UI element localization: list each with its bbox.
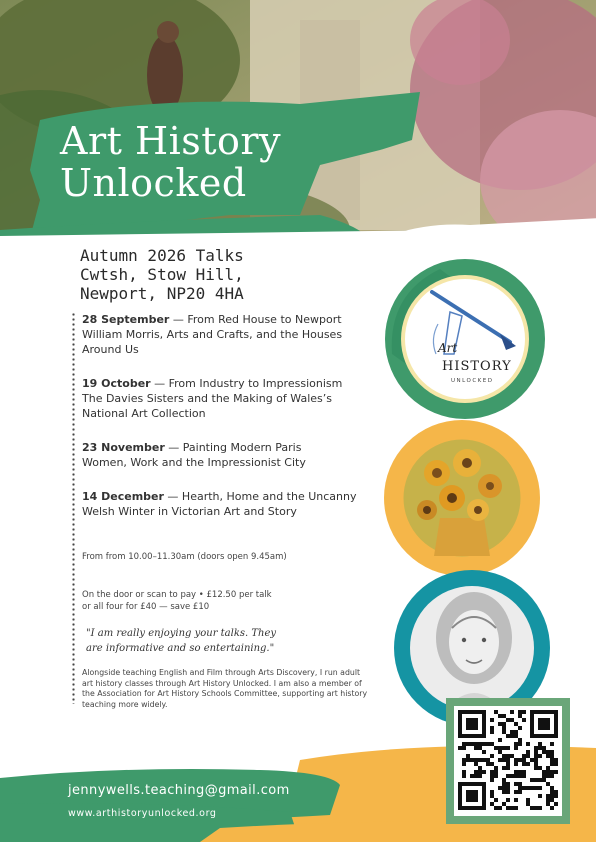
quote-line-2: are informative and so entertaining." [86, 643, 275, 654]
address-line: Newport, NP20 4HA [80, 284, 244, 303]
title-line-1: Art History [60, 119, 282, 163]
talk-date: 23 November [82, 441, 165, 454]
talk-subtitle: William Morris, Arts and Crafts, and the Houses Around Us [82, 328, 343, 356]
talk-title: — Hearth, Home and the Uncanny [163, 490, 357, 503]
qr-code-frame [446, 698, 570, 824]
poster-title [60, 120, 360, 204]
logo-unlocked: UNLOCKED [451, 378, 494, 384]
logo-circle [380, 254, 550, 424]
talk-title: — From Industry to Impressionism [150, 377, 343, 390]
session-time: From from 10.00–11.30am (doors open 9.45am) [82, 552, 287, 562]
talk-date: 28 September [82, 313, 170, 326]
testimonial-quote [86, 626, 346, 656]
talk-title: — From Red House to Newport [169, 313, 342, 326]
talk-date: 14 December [82, 490, 164, 503]
talk-list [82, 312, 372, 538]
venue-line: Cwtsh, Stow Hill, [80, 265, 244, 284]
price-line-2: or all four for £40 — save £10 [82, 602, 210, 612]
price-line-1: On the door or scan to pay • £12.50 per talk [82, 590, 272, 600]
contact-email[interactable]: jennywells.teaching@gmail.com [68, 783, 290, 798]
logo-history: HISTORY [442, 359, 512, 374]
talk-item [82, 312, 372, 357]
talk-item [82, 440, 372, 470]
talk-title: — Painting Modern Paris [164, 441, 302, 454]
sunflowers-painting [382, 418, 542, 578]
logo-art: Art [438, 341, 458, 355]
talk-subtitle: Women, Work and the Impressionist City [82, 456, 306, 469]
qr-code-pattern [454, 706, 562, 816]
talk-item [82, 376, 372, 421]
talk-item [82, 489, 372, 519]
season-title: Autumn 2026 Talks [80, 246, 244, 265]
qr-code[interactable] [454, 706, 562, 816]
event-heading [80, 246, 380, 303]
pricing-info [82, 589, 382, 613]
talk-subtitle: The Davies Sisters and the Making of Wales’s National Art Collection [82, 392, 332, 420]
timeline-dots [72, 312, 75, 704]
contact-website[interactable]: www.arthistoryunlocked.org [68, 808, 217, 819]
quote-line-1: "I am really enjoying your talks. They [86, 628, 277, 639]
talk-subtitle: Welsh Winter in Victorian Art and Story [82, 505, 297, 518]
about-text: Alongside teaching English and Film through Arts Discovery, I run adult art history classes through Art History Unlocked. I am also a member of the Association for Art History Schools Committee, supporting art history teaching more widely. [82, 668, 368, 709]
title-line-2: Unlocked [60, 161, 247, 205]
talk-date: 19 October [82, 377, 151, 390]
